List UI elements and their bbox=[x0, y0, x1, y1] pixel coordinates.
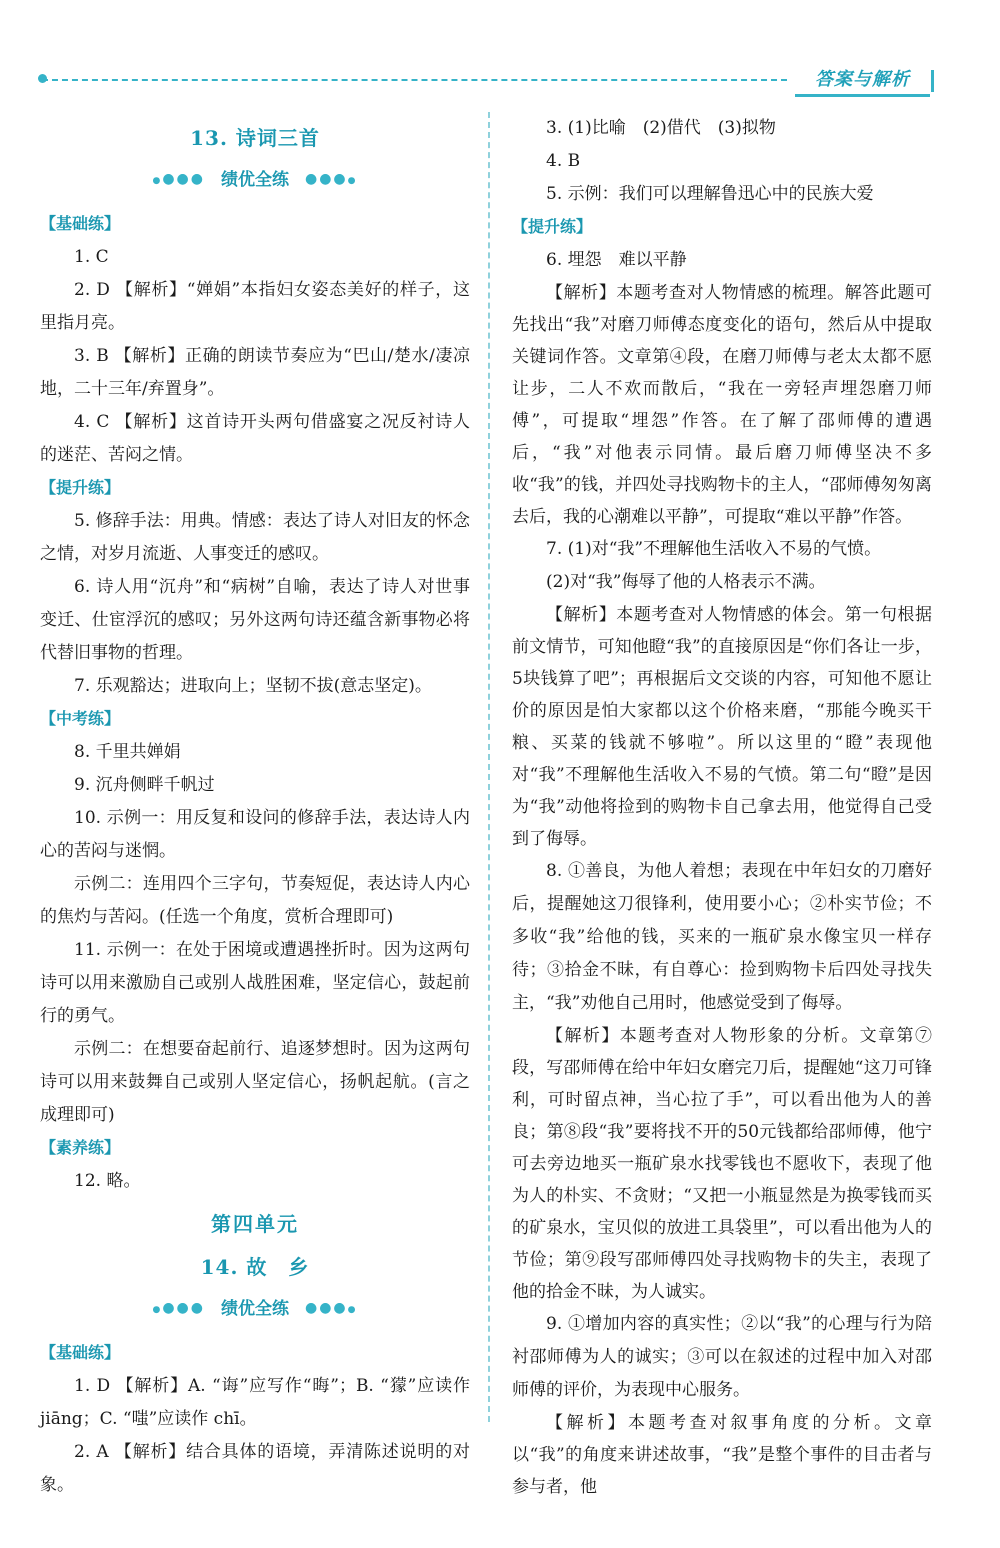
answer-item: 4. B bbox=[546, 151, 581, 171]
tag-improve: 【提升练】 bbox=[512, 217, 593, 236]
answer-item: 1. D 【解析】A. “诲”应写作“晦”；B. “獴”应读作 jiāng；C. “嗤”应读作 chī。 bbox=[40, 1376, 470, 1429]
answer-item: 3. (1)比喻 (2)借代 (3)拟物 bbox=[546, 118, 776, 138]
dots-decoration: ●●●● bbox=[152, 1300, 205, 1316]
analysis-paragraph: 【解析】本题考查对叙事角度的分析。文章以“我”的角度来讲述故事，“我”是整个事件的目击者与参与者，他 bbox=[512, 1413, 932, 1497]
analysis-paragraph: 【解析】本题考查对人物情感的梳理。解答此题可先找出“我”对磨刀师傅态度变化的语句，然后从中提取关键词作答。文章第④段，在磨刀师傅与老太太都不愿让步，二人不欢而散后，“我在一旁轻声埋怨磨刀师傅”，可提取“埋怨”作答。在了解了邵师傅的遭遇后，“我”对他表示同情。最后磨刀师傅坚决不多收“我”的钱，并四处寻找购物卡的主人，“邵师傅匆匆离去后，我的心潮难以平静”，可提取“难以平静”作答。 bbox=[512, 283, 932, 527]
answer-item: 6. 诗人用“沉舟”和“病树”自喻，表达了诗人对世事变迁、仕宦浮沉的感叹；另外这两句诗还蕴含新事物必将代替旧事物的哲理。 bbox=[40, 577, 470, 663]
answer-item: 12. 略。 bbox=[74, 1171, 141, 1191]
answer-item: 1. C bbox=[74, 247, 109, 267]
answer-item: 8. ①善良，为他人着想；表现在中年妇女的刀磨好后，提醒她这刀很锋利，使用要小心；②朴实节俭；不多收“我”给他的钱，买来的一瓶矿泉水像宝贝一样存待；③拾金不昧，有自尊心：捡到购物卡后四处寻找失主，“我”劝他自己用时，他感觉受到了侮辱。 bbox=[512, 861, 932, 1013]
answer-item: 示例二：连用四个三字句，节奏短促，表达诗人内心的焦灼与苦闷。(任选一个角度，赏析合理即可) bbox=[40, 874, 470, 927]
right-column bbox=[512, 112, 932, 1503]
practice-band bbox=[40, 163, 470, 198]
header-rule bbox=[42, 79, 787, 81]
left-column bbox=[40, 112, 470, 1502]
band-label: 绩优全练 bbox=[221, 1299, 289, 1319]
answer-item: 7. (1)对“我”不理解他生活收入不易的气愤。 bbox=[546, 539, 882, 559]
tag-basic: 【基础练】 bbox=[40, 214, 121, 233]
answer-item: 9. 沉舟侧畔千帆过 bbox=[74, 775, 215, 795]
column-divider bbox=[488, 112, 490, 1422]
band-label: 绩优全练 bbox=[221, 170, 289, 190]
dots-decoration: ●●●● bbox=[152, 171, 205, 187]
analysis-paragraph: 【解析】本题考查对人物情感的体会。第一句根据前文情节，可知他瞪“我”的直接原因是“你们各让一步，5块钱算了吧”；再根据后文交谈的内容，可知他不愿让价的原因是怕大家都以这个价格来磨，“那能今晚买干粮、买菜的钱就不够啦”。所以这里的“瞪”表现他对“我”不理解他生活收入不易的气愤。第二句“瞪”是因为“我”动他将捡到的购物卡自己拿去用，他觉得自己受到了侮辱。 bbox=[512, 605, 932, 849]
answer-item: 3. B 【解析】正确的朗读节奏应为“巴山/楚水/凄凉地，二十三年/弃置身”。 bbox=[40, 346, 470, 399]
answer-item: 9. ①增加内容的真实性；②以“我”的心理与行为陪衬邵师傅为人的诚实；③可以在叙述的过程中加入对邵师傅的评价，为表现中心服务。 bbox=[512, 1314, 932, 1400]
answer-item: (2)对“我”侮辱了他的人格表示不满。 bbox=[546, 572, 826, 592]
lesson-13-title: 13. 诗词三首 bbox=[190, 126, 320, 150]
tag-basic: 【基础练】 bbox=[40, 1343, 121, 1362]
answer-item: 5. 修辞手法：用典。情感：表达了诗人对旧友的怀念之情，对岁月流逝、人事变迁的感叹。 bbox=[40, 511, 470, 564]
answer-item: 5. 示例：我们可以理解鲁迅心中的民族大爱 bbox=[546, 184, 874, 204]
answer-item: 2. D 【解析】“婵娟”本指妇女姿态美好的样子，这里指月亮。 bbox=[40, 280, 470, 333]
answer-item: 4. C 【解析】这首诗开头两句借盛宴之况反衬诗人的迷茫、苦闷之情。 bbox=[40, 412, 470, 465]
tag-literacy: 【素养练】 bbox=[40, 1138, 121, 1157]
analysis-paragraph: 【解析】本题考查对人物形象的分析。文章第⑦段，写邵师傅在给中年妇女磨完刀后，提醒她“这刀可锋利，可时留点神，当心拉了手”，可以看出他为人的善良；第⑧段“我”要将找不开的50元钱都给邵师傅，他宁可去旁边地买一瓶矿泉水找零钱也不愿收下，表现了他为人的朴实、不贪财；“又把一小瓶显然是为换零钱而买的矿泉水，宝贝似的放进工具袋里”，可以看出他为人的节俭；第⑨段写邵师傅四处寻找购物卡的失主，表现了他的拾金不昧，为人诚实。 bbox=[512, 1026, 932, 1302]
answer-item: 2. A 【解析】结合具体的语境，弄清陈述说明的对象。 bbox=[40, 1442, 470, 1495]
answer-item: 11. 示例一：在处于困境或遭遇挫折时。因为这两句诗可以用来激励自己或别人战胜困难，坚定信心，鼓起前行的勇气。 bbox=[40, 940, 470, 1026]
lesson-14-title: 14. 故 乡 bbox=[200, 1255, 310, 1279]
answer-item: 示例二：在想要奋起前行、追逐梦想时。因为这两句诗可以用来鼓舞自己或别人坚定信心，扬帆起航。(言之成理即可) bbox=[40, 1039, 470, 1125]
answer-item: 6. 埋怨 难以平静 bbox=[546, 250, 687, 270]
practice-band bbox=[40, 1292, 470, 1327]
header-section-label: 答案与解析 bbox=[795, 68, 930, 97]
tag-improve: 【提升练】 bbox=[40, 478, 121, 497]
answer-item: 8. 千里共婵娟 bbox=[74, 742, 181, 762]
answer-item: 10. 示例一：用反复和设问的修辞手法，表达诗人内心的苦闷与迷惘。 bbox=[40, 808, 470, 861]
tag-exam: 【中考练】 bbox=[40, 709, 121, 728]
dots-decoration: ●●●● bbox=[305, 1300, 358, 1316]
dots-decoration: ●●●● bbox=[305, 171, 358, 187]
answer-item: 7. 乐观豁达；进取向上；坚韧不拔(意志坚定)。 bbox=[74, 676, 432, 696]
unit-title: 第四单元 bbox=[211, 1212, 299, 1236]
